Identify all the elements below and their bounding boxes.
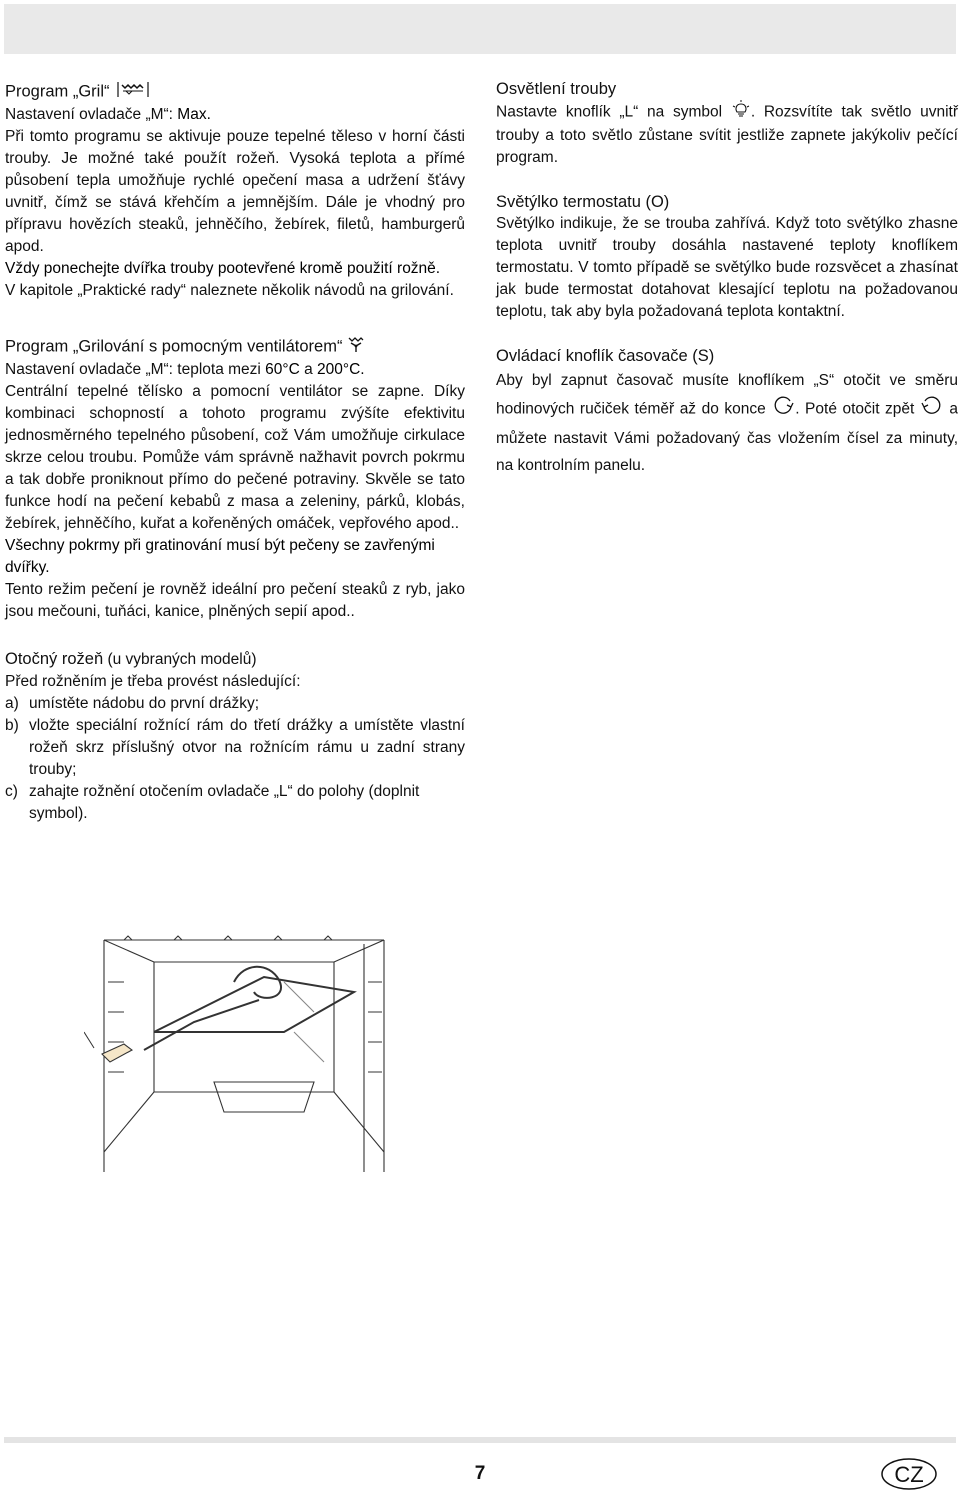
section-title-rozen xyxy=(5,648,465,671)
casovac-title: Ovládací knoflík časovače (S) xyxy=(496,347,715,365)
country-badge xyxy=(880,1457,938,1491)
gril-setting-value: Max. xyxy=(177,106,211,123)
fan-grill-icon xyxy=(347,335,365,359)
step-key: c) xyxy=(5,783,18,800)
casovac-body-1: Aby byl zapnut časovač musíte knoflíkem „S“ otočit ve směru hodinových ručiček téměř až do konce xyxy=(496,372,958,418)
osvetleni-body-2: . Rozsvítíte tak světlo uvnitř trouby a toto světlo zůstane svítit jestliže zapnete jakýkoliv pečící program. xyxy=(496,103,959,166)
step-text: vložte speciální rožnící rám do třetí drážky a umístěte vlastní rožeň skrz příslušný otvor na rožnícím rámu u zadní strany trouby; xyxy=(29,717,465,778)
lamp-icon xyxy=(731,100,751,125)
section-title-gril xyxy=(5,80,465,104)
osvetleni-body xyxy=(496,100,958,169)
step-key: b) xyxy=(5,717,19,734)
osvetleni-title: Osvětlení trouby xyxy=(496,80,617,98)
gril-title: Program „Gril“ xyxy=(5,82,110,101)
gril-warning: Vždy ponechejte dvířka trouby pootevřené kromě použití rožně. xyxy=(5,260,441,277)
page-number: 7 xyxy=(474,1463,486,1484)
country-code: CZ xyxy=(894,1462,924,1487)
grilovani-temp-max: 200°C. xyxy=(317,361,365,378)
svetylko-title: Světýlko termostatu (O) xyxy=(496,193,670,211)
casovac-body-3: a můžete nastavit Vámi požadovaný čas vložením čísel za minuty, na kontrolním panelu. xyxy=(496,400,958,474)
rozen-title: Otočný rožeň xyxy=(5,650,104,668)
grilovani-temp-join: a xyxy=(299,361,318,378)
gril-setting-label: Nastavení ovladače „M“: xyxy=(5,106,178,123)
grilovani-note: Tento režim pečení je rovněž ideální pro pečení steaků z ryb, jako jsou mečouni, tuňáci, kanice, plněných sepií apod.. xyxy=(5,581,465,620)
counterclockwise-arrow-icon xyxy=(920,394,944,425)
gril-setting xyxy=(5,104,465,126)
clockwise-arrow-icon xyxy=(771,394,795,425)
svetylko-body: Světýlko indikuje, že se trouba zahřívá. Když toto světýlko zhasne teplota uvnitř trouby dosáhla nastavené teploty knoflíkem termostatu. V tomto případě se světýlko bude rozsvěcet a zhasínat jak bude termostat dotahovat klesající teplotu na požadovanou teplotu, tak aby byla požadovaná teplota kontaktní. xyxy=(496,215,958,320)
rozen-title-suffix: (u vybraných modelů) xyxy=(103,651,257,668)
grilovani-temp-min: 60°C xyxy=(265,361,300,378)
gril-body: Při tomto programu se aktivuje pouze tepelné těleso v horní části trouby. Je možné také použít rožeň. Vysoká teplota a přímé působení tepla umožňuje rychlé opečení masa a udržení šťávy uvnitř, čímž se stává křehčím a jemnějším. Dále je vhodný pro přípravu hovězích steaků, jehněčího, žebírek, filetů, hamburgerů apod. xyxy=(5,128,465,255)
rozen-step-c xyxy=(5,781,465,825)
casovac-body xyxy=(496,367,958,479)
grill-icon xyxy=(114,80,152,104)
step-key: a) xyxy=(5,695,19,712)
gril-note: V kapitole „Praktické rady“ naleznete několik návodů na grilování. xyxy=(5,282,454,299)
grilovani-setting-label: Nastavení ovladače „M“: teplota mezi xyxy=(5,361,266,378)
right-column xyxy=(496,78,958,479)
step-text: umístěte nádobu do první drážky; xyxy=(29,695,260,712)
grilovani-warning: Všechny pokrmy při gratinování musí být pečeny se zavřenými dvířky. xyxy=(5,537,435,576)
osvetleni-body-1: Nastavte knoflík „L“ na symbol xyxy=(496,103,731,121)
rozen-step-a xyxy=(5,693,465,715)
rotisserie-illustration xyxy=(84,922,464,1172)
grilovani-title: Program „Grilování s pomocným ventilátorem“ xyxy=(5,337,343,356)
step-text: zahajte rožnění otočením ovladače „L“ do polohy (doplnit symbol). xyxy=(29,783,420,822)
casovac-body-2: . Poté otočit zpět xyxy=(795,400,920,418)
header-bar xyxy=(4,4,956,54)
grilovani-setting xyxy=(5,359,465,381)
left-column xyxy=(5,80,465,825)
rozen-step-b xyxy=(5,715,465,781)
grilovani-body: Centrální tepelné tělísko a pomocní ventilátor se zapne. Díky kombinaci schopností a tohoto programu zvýšíte efektivitu jednosměrného tepelného působení, což Vám umožňuje cirkulace skrze celou troubu. Pomůže vám správně nažhavit povrch pokrmu a tak dobře proniknout přímo do pečené potraviny. Skvěle se tato funkce hodí na pečení kebabů z masa a zeleniny, párků, klobás, žebírek, jehněčího, kuřat a kořeněných omáček, vepřového apod.. xyxy=(5,383,465,532)
footer-bar xyxy=(4,1437,956,1443)
rozen-intro: Před rožněním je třeba provést následující: xyxy=(5,673,301,690)
section-title-grilovani xyxy=(5,335,465,359)
